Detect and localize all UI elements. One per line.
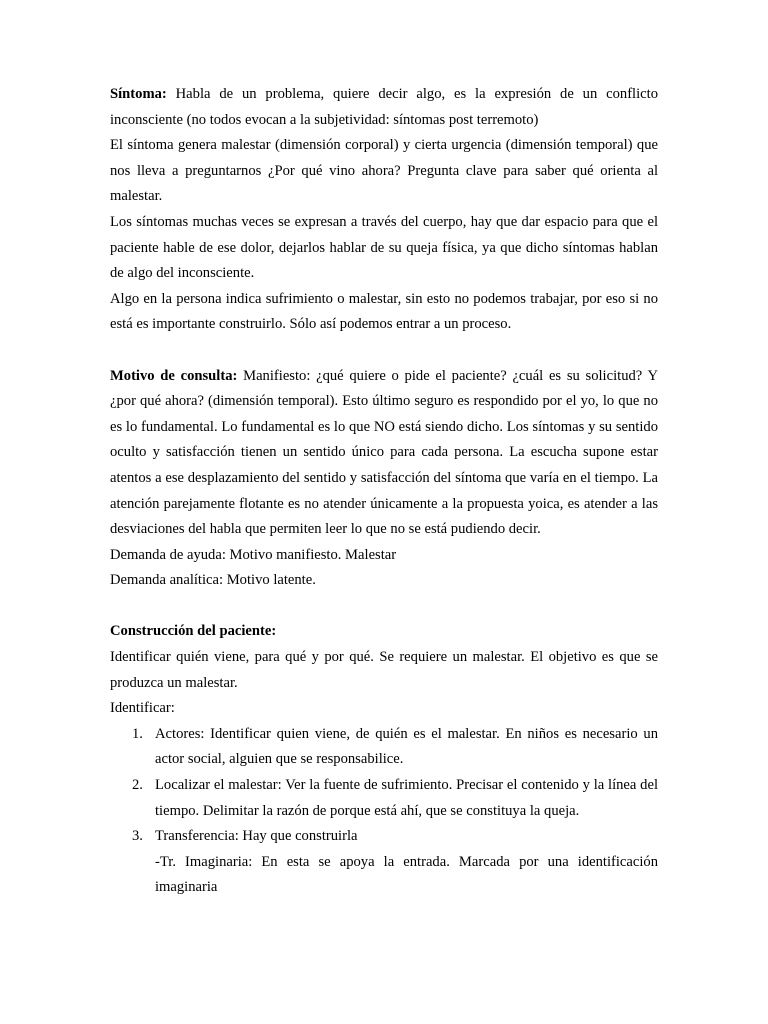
motivo-definition bbox=[110, 364, 658, 543]
list-item-text: Localizar el malestar: Ver la fuente de sufrimiento. Precisar el contenido y la línea del tiempo. Delimitar la razón de porque está ahí, que se constituya la queja. bbox=[155, 777, 658, 819]
paragraph: Los síntomas muchas veces se expresan a través del cuerpo, hay que dar espacio para que el paciente hable de ese dolor, dejarlos hablar de su queja física, ya que dicho síntomas hablan de algo del inconsciente. bbox=[110, 213, 658, 282]
list-item bbox=[110, 773, 658, 824]
list-item-text: Transferencia: Hay que construirla bbox=[155, 828, 358, 845]
spacer bbox=[110, 594, 658, 620]
paragraph: Identificar: bbox=[110, 700, 175, 717]
numbered-list bbox=[110, 722, 658, 901]
paragraph: Algo en la persona indica sufrimiento o malestar, sin esto no podemos trabajar, por eso si no está es importante construirlo. Sólo así podemos entrar a un proceso. bbox=[110, 290, 658, 333]
motivo-heading: Motivo de consulta: bbox=[110, 367, 238, 384]
spacer bbox=[110, 338, 658, 364]
list-number: 2. bbox=[132, 777, 143, 794]
document-page bbox=[110, 82, 658, 901]
list-number: 1. bbox=[132, 725, 143, 742]
list-item-text: Actores: Identificar quien viene, de quién es el malestar. En niños es necesario un actor social, alguien que se responsabilice. bbox=[155, 725, 658, 768]
motivo-text: Manifiesto: ¿qué quiere o pide el paciente? ¿cuál es su solicitud? Y ¿por qué ahora? (dimensión temporal). Esto último seguro es respondido por el yo, lo que no es lo fundamental. Lo fundamental es lo que NO está siendo dicho. Los síntomas y su sentido oculto y satisfacción tienen un sentido único para cada persona. La escucha supone estar atentos a ese desplazamiento del sentido y satisfacción del síntoma que varía en el tiempo. La atención parejamente flotante es no atender únicamente a la propuesta yoica, es atender a las desviaciones del habla que permiten leer lo que no se está pudiendo decir. bbox=[110, 367, 658, 538]
list-item bbox=[110, 824, 658, 901]
paragraph: Identificar quién viene, para qué y por qué. Se requiere un malestar. El objetivo es que se produzca un malestar. bbox=[110, 649, 658, 691]
sintoma-text: Habla de un problema, quiere decir algo, es la expresión de un conflicto inconsciente (no todos evocan a la subjetividad: síntomas post terremoto) bbox=[110, 86, 658, 128]
sintoma-definition bbox=[110, 82, 658, 133]
paragraph: El síntoma genera malestar (dimensión corporal) y cierta urgencia (dimensión temporal) que nos lleva a preguntarnos ¿Por qué vino ahora? Pregunta clave para saber qué orienta al malestar. bbox=[110, 137, 658, 205]
construccion-heading: Construcción del paciente: bbox=[110, 623, 277, 640]
list-item bbox=[110, 722, 658, 773]
paragraph: Demanda analítica: Motivo latente. bbox=[110, 572, 316, 589]
list-number: 3. bbox=[132, 828, 143, 845]
paragraph: Demanda de ayuda: Motivo manifiesto. Malestar bbox=[110, 546, 397, 563]
list-subitem-text: -Tr. Imaginaria: En esta se apoya la entrada. Marcada por una identificación imaginaria bbox=[155, 853, 658, 896]
sintoma-heading: Síntoma: bbox=[110, 86, 167, 102]
